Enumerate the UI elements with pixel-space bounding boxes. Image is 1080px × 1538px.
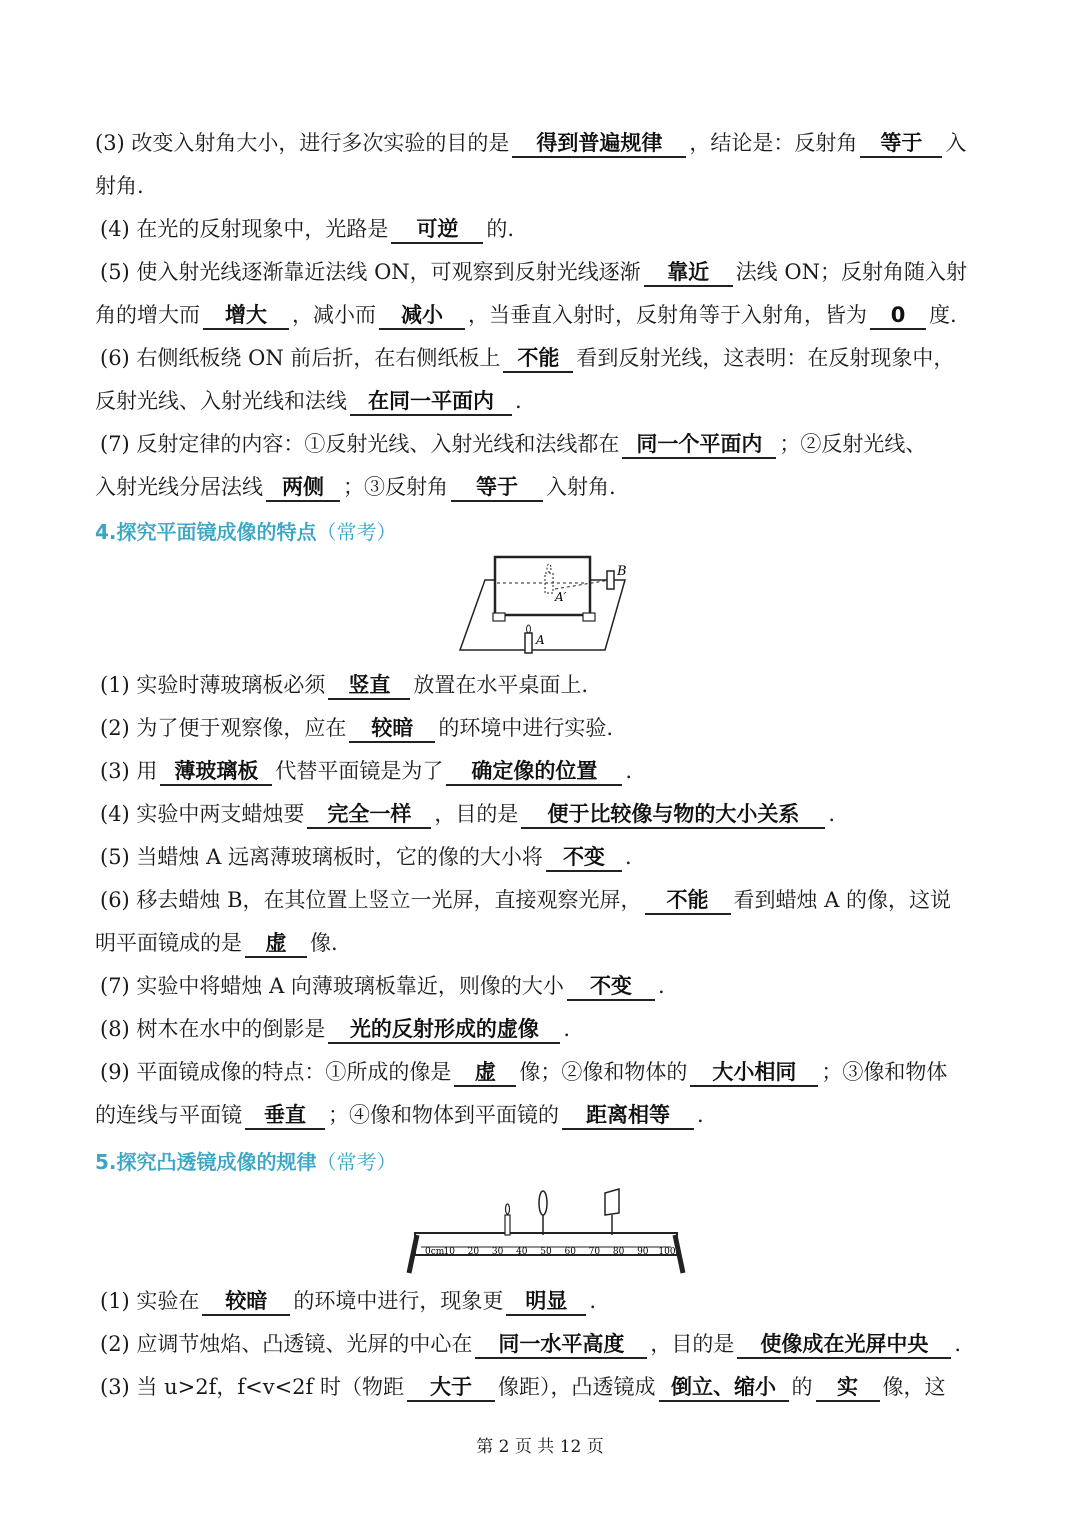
candle-a-flame: [527, 625, 531, 633]
answer-blank: 距离相等: [562, 1102, 694, 1130]
answer-blank: 大小相同: [690, 1059, 818, 1087]
answer-blank: 不变: [567, 973, 655, 1001]
ruler-tick-label: 80: [612, 1247, 625, 1257]
answer-blank: 不变: [546, 844, 622, 872]
answer-blank: 虚: [245, 930, 307, 958]
page-footer: 第 2 页 共 12 页: [476, 1437, 604, 1457]
answer-blank: 同一个平面内: [622, 431, 776, 459]
answer-blank: 等于: [451, 474, 543, 502]
answer-blank: 大于: [407, 1374, 495, 1402]
answer-blank: 同一水平高度: [475, 1331, 647, 1359]
answer-blank: 倒立、缩小: [659, 1374, 789, 1402]
answer-blank: 光的反射形成的虚像: [328, 1016, 560, 1044]
question-6-cont: 反射光线、入射光线和法线 在同一平面内 .: [95, 386, 995, 416]
answer-blank: 在同一平面内: [350, 388, 512, 416]
ruler-tick-label: 30: [491, 1247, 504, 1257]
mirror-question-4: (4) 实验中两支蜡烛要 完全一样 ，目的是 便于比较像与物的大小关系 .: [100, 799, 1000, 829]
candle: [505, 1215, 510, 1235]
lens-question-1: (1) 实验在 较暗 的环境中进行，现象更 明显 .: [100, 1286, 1000, 1316]
answer-blank: 薄玻璃板: [160, 758, 272, 786]
answer-blank: 使像成在光屏中央: [737, 1331, 951, 1359]
answer-blank: 等于: [860, 130, 942, 158]
answer-blank: 虚: [454, 1059, 516, 1087]
mirror-question-1: (1) 实验时薄玻璃板必须 竖直 放置在水平桌面上.: [100, 670, 1000, 700]
glass-stand-left: [493, 613, 505, 621]
answer-blank: 增大: [203, 302, 289, 330]
answer-blank: 不能: [645, 887, 731, 915]
plane-mirror-diagram: [455, 555, 645, 665]
candle-a: [525, 633, 532, 653]
question-4: (4) 在光的反射现象中，光路是 可逆 的.: [100, 214, 1000, 244]
ruler-tick-label: 100: [658, 1247, 676, 1257]
answer-blank: 不能: [503, 345, 573, 373]
candle-flame: [506, 1204, 510, 1214]
ruler-tick-label: 20: [467, 1247, 480, 1257]
ruler-tick-label: 90: [637, 1247, 649, 1257]
question-5: (5) 使入射光线逐渐靠近法线 ON，可观察到反射光线逐渐 靠近 法线 ON；反射角随入射: [100, 257, 1000, 287]
ruler-tick-label: 40: [516, 1247, 528, 1257]
mirror-question-7: (7) 实验中将蜡烛 A 向薄玻璃板靠近，则像的大小 不变 .: [100, 971, 1000, 1001]
ruler-tick-label: 10: [443, 1247, 455, 1257]
answer-blank: 实: [816, 1374, 880, 1402]
mirror-question-9-cont: 的连线与平面镜 垂直 ；④像和物体到平面镜的 距离相等 .: [95, 1100, 995, 1130]
candle-b: [607, 571, 614, 589]
answer-blank: 较暗: [202, 1288, 290, 1316]
mirror-question-2: (2) 为了便于观察像，应在 较暗 的环境中进行实验.: [100, 713, 1000, 743]
question-3: (3) 改变入射角大小，进行多次实验的目的是 得到普遍规律 ，结论是：反射角 等于 入: [95, 128, 995, 158]
label-a: A: [536, 633, 545, 647]
answer-blank: 竖直: [328, 672, 410, 700]
answer-blank: 便于比较像与物的大小关系: [521, 801, 825, 829]
lens-question-3: (3) 当 u>2f，f<v<2f 时（物距 大于 像距），凸透镜成 倒立、缩小 的 实 像，这: [100, 1372, 1000, 1402]
mirror-question-6: (6) 移去蜡烛 B，在其位置上竖立一光屏，直接观察光屏， 不能 看到蜡烛 A 的像，这说: [100, 885, 1000, 915]
section-4-heading: 4.探究平面镜成像的特点（常考）: [95, 520, 397, 544]
ruler-tick-label: 60: [564, 1247, 576, 1257]
answer-blank: 可逆: [391, 216, 483, 244]
answer-blank: 减小: [379, 302, 465, 330]
label-a-prime: A′: [555, 590, 567, 604]
answer-blank: 明显: [506, 1288, 586, 1316]
optical-bench-diagram: [405, 1185, 690, 1280]
mirror-question-3: (3) 用 薄玻璃板 代替平面镜是为了 确定像的位置 .: [100, 756, 1000, 786]
section-5-heading: 5.探究凸透镜成像的规律（常考）: [95, 1150, 397, 1174]
question-7: (7) 反射定律的内容：①反射光线、入射光线和法线都在 同一个平面内 ；②反射光线、: [100, 429, 1000, 459]
answer-blank: 完全一样: [307, 801, 431, 829]
answer-blank: 确定像的位置: [446, 758, 622, 786]
question-5-cont: 角的增大而 增大 ，减小而 减小 ，当垂直入射时，反射角等于入射角，皆为 0 度.: [95, 300, 995, 330]
glass-stand-right: [583, 613, 595, 621]
mirror-question-8: (8) 树木在水中的倒影是 光的反射形成的虚像 .: [100, 1014, 1000, 1044]
mirror-question-9: (9) 平面镜成像的特点：①所成的像是 虚 像；②像和物体的 大小相同 ；③像和物体: [100, 1057, 1000, 1087]
mirror-question-6-cont: 明平面镜成的是 虚 像.: [95, 928, 995, 958]
ruler-tick-label: 70: [588, 1247, 601, 1257]
answer-blank: 0: [870, 302, 926, 330]
answer-blank: 较暗: [349, 715, 435, 743]
lens-question-2: (2) 应调节烛焰、凸透镜、光屏的中心在 同一水平高度 ，目的是 使像成在光屏中央 .: [100, 1329, 1000, 1359]
light-screen: [605, 1189, 619, 1215]
mirror-question-5: (5) 当蜡烛 A 远离薄玻璃板时，它的像的大小将 不变 .: [100, 842, 1000, 872]
label-b: B: [617, 564, 627, 579]
ruler-tick-label: 50: [540, 1247, 552, 1257]
answer-blank: 得到普遍规律: [512, 130, 686, 158]
question-3-cont: 射角.: [95, 174, 144, 198]
question-7-cont: 入射光线分居法线 两侧 ；③反射角 等于 入射角.: [95, 472, 995, 502]
answer-blank: 垂直: [245, 1102, 325, 1130]
question-6: (6) 右侧纸板绕 ON 前后折，在右侧纸板上 不能 看到反射光线，这表明：在反射现象中，: [100, 343, 1000, 373]
convex-lens: [539, 1191, 547, 1215]
ruler-tick-label: 0cm: [425, 1247, 445, 1257]
answer-blank: 靠近: [644, 259, 733, 287]
answer-blank: 两侧: [266, 474, 340, 502]
